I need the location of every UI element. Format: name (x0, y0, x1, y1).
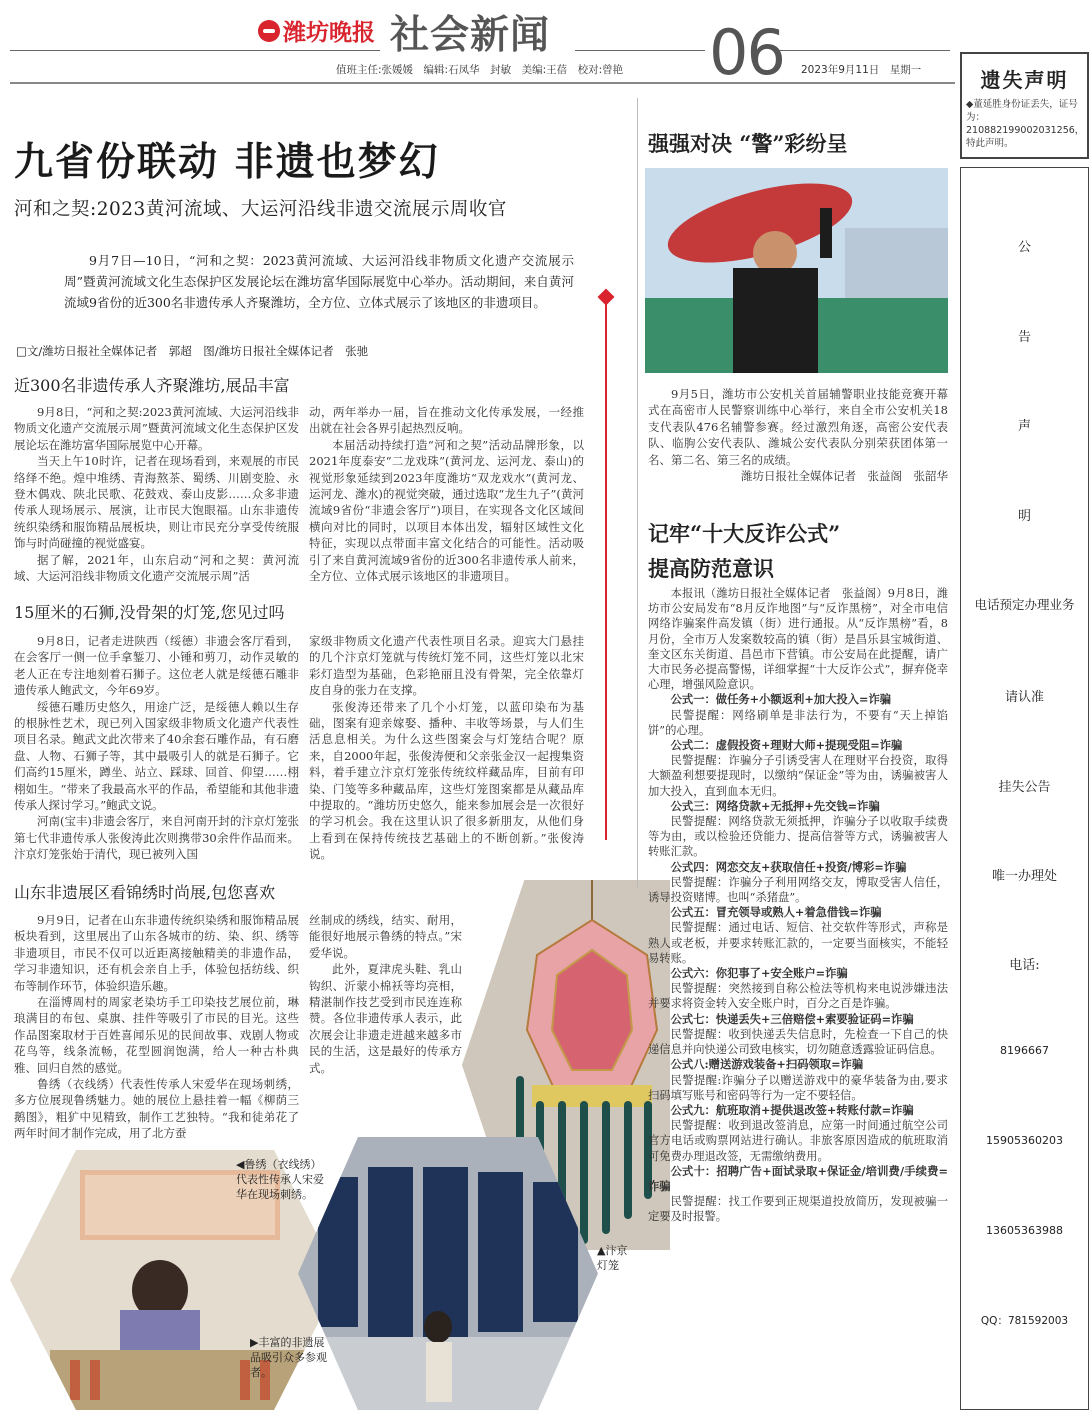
formula-line: 公式三：网络贷款+无抵押+先交钱=诈骗 (670, 798, 880, 813)
paragraph: 张俊涛还带来了几个小灯笼，以蓝印染布为基础，图案有迎亲嫁娶、播种、丰收等场景，与人们生活息息相关。为什么这些图案会与灯笼结合呢？原来，自2000年起，张俊涛便和父亲张金汉一起搜集资料，着手建立汴京灯笼张传统纹样藏品库，目前有印染、门笺等多种藏品库，这些灯笼图案都是从藏品库中提取的。“潍坊历史悠久，能来参加展会是一次很好的学习机会。我在这里认识了很多新朋友，从他们身上看到在保持传统技艺基础上的不断创新。”张俊涛说。 (309, 699, 584, 862)
ad-char: 声 (1017, 419, 1031, 434)
section3-col2 (309, 912, 462, 1130)
formula-line: 公式一：做任务+小额返利+加大投入=诈骗 (670, 692, 892, 707)
paragraph: 当天上午10时许，记者在现场看到，来观展的市民络绎不绝。煌中堆绣、青海熬茶、蜀绣、川剧变脸、永登木偶戏、陕北民歌、花鼓戏、泰山皮影……众多非遗传承人现场展示、展演，让市民大饱眼福。山东非遗传统织染绣和服饰精品展板块，则让市民充分享受传统服饰与时尚碰撞的视觉盛宴。 (14, 454, 299, 551)
formula-line: 公式二：虚假投资+理财大师+提现受阻=诈骗 (670, 738, 903, 753)
exhibit-illustration (298, 1137, 598, 1410)
section1-col2 (309, 404, 584, 584)
lead-text: 9月7日—10日，“河和之契：2023黄河流域、大运河沿线非物质文化遗产交流展示周”暨黄河流域文化生态保护区发展论坛在潍坊富华国际展览中心举办。活动期间，来自黄河流域9省份的近300名非遗传承人齐聚潍坊，全方位、立体式展示了该地区的非遗项目。 (64, 253, 574, 310)
formula-line: 公式四：网恋交友+获取信任+投资/博彩=诈骗 (670, 859, 907, 874)
section-name: 社会新闻 (390, 12, 551, 58)
paragraph: 绥德石雕历史悠久，用途广泛，是绥德人赖以生存的根脉性艺术，现已列入国家级非物质文化遗产代表性项目名录。鲍武文此次带来了40余套石雕作品，有石磨盘、人物、石狮子等，其中最吸引人的就是石狮子。它们高约15厘米，蹲坐、站立、踩球、回首、仰望……栩栩如生。“带来了我最高水平的作品，希望能和其他非遗传承人探讨学习。”鲍武文说。 (14, 699, 299, 813)
paragraph: 动，两年举办一届，旨在推动文化传承发展，一经推出就在社会各界引起热烈反响。 (309, 405, 584, 436)
paragraph: 丝制成的绣线，结实、耐用，能很好地展示鲁绣的特点。”宋爱华说。 (309, 913, 462, 960)
right2-title-line2: 提高防范意识 (648, 556, 774, 581)
lead-subhead: 河和之契:2023黄河流域、大运河沿线非遗交流展示周收官 (14, 199, 507, 220)
embroidery-caption: ◀鲁绣（衣线绣）代表性传承人宋爱华在现场刺绣。 (236, 1158, 324, 1201)
ad-char: 告 (1017, 330, 1031, 345)
formula-line: 公式五：冒充领导或熟人+着急借钱=诈骗 (670, 905, 882, 920)
column-divider (637, 98, 638, 888)
police-photo (645, 168, 948, 373)
paragraph: 9月8日，“河和之契:2023黄河流域、大运河沿线非物质文化遗产交流展示周”暨黄河流域文化生态保护区发展论坛在潍坊富华国际展览中心开幕。 (14, 405, 299, 452)
masthead-rule-left (10, 50, 380, 51)
right2-body (648, 586, 948, 1406)
lead-byline: □文/潍坊日报社全媒体记者 郭超 图/潍坊日报社全媒体记者 张驰 (16, 344, 369, 358)
paragraph: 家级非物质文化遗产代表性项目名录。迎宾大门悬挂的几个汴京灯笼就与传统灯笼不同，这些灯笼以北宋彩灯造型为基础，色彩艳丽且没有骨架，完全依靠灯皮自身的张力在支撑。 (309, 634, 584, 698)
paragraph: 9月8日，记者走进陕西（绥德）非遗会客厅看到，在会客厅一侧一位手拿錾刀、小锤和剪刀，动作灵敏的老人正在专注地刻着石狮子。这位老人就是绥德石雕非遗传承人鲍武文，今年69岁。 (14, 634, 299, 698)
paragraph: 9月9日，记者在山东非遗传统织染绣和服饰精品展板块看到，这里展出了山东各城市的纺、染、织、绣等非遗项目，市民不仅可以近距离接触精美的非遗作品，学习非遗知识，还有机会亲自上手，体验包括纺线、织布等制作环节，体验织造乐趣。 (14, 913, 299, 993)
paragraph: 民警提醒：通过电话、短信、社交软件等形式，声称是熟人或老板，并要求转账汇款的，一定要当面核实，不能轻易转账。 (648, 921, 948, 965)
formula-line: 公式九：航班取消+提供退改签+转账付款=诈骗 (670, 1102, 914, 1117)
section2-col2 (309, 633, 584, 862)
right1-byline: 潍坊日报社全媒体记者 张益阁 张韶华 (741, 469, 948, 484)
ad-phone-2: 15905360203 (986, 1134, 1063, 1147)
paragraph: 9月5日，潍坊市公安机关首届辅警职业技能竞赛开幕式在高密市人民警察训练中心举行，来自全市公安机关18支代表队476名辅警参赛。经过激烈角逐，高密公安代表队、临朐公安代表队、潍城公安代表队分别荣获团体第一名、第二名、第三名的成绩。 (648, 387, 948, 467)
paragraph: 据了解，2021年，山东启动“河和之契：黄河流域、大运河沿线非物质文化遗产交流展示周”活 (14, 552, 299, 584)
date-line: 2023年9月11日 星期一 (801, 64, 922, 76)
paragraph: 民警提醒：网络贷款无须抵押，诈骗分子以收取手续费等为由，或以检验还贷能力、提高信誉等方式，诱骗被害人转账汇款。 (648, 815, 948, 859)
masthead (0, 0, 955, 90)
paper-name: 潍坊晚报 (283, 20, 375, 46)
red-divider (605, 300, 607, 840)
ad-phone-label: 电话: (1009, 958, 1040, 973)
section3-col1 (14, 912, 299, 1141)
lost-notice-title: 遗失声明 (980, 68, 1069, 92)
formula-line: 公式八:赠送游戏装备+扫码领取=诈骗 (670, 1057, 864, 1072)
police-illustration (645, 168, 948, 373)
ad-phone-1: 8196667 (1000, 1044, 1049, 1057)
ad-phone-3: 13605363988 (986, 1224, 1063, 1237)
paragraph: 鲁绣（衣线绣）代表性传承人宋爱华在现场刺绣，多方位展现鲁绣魅力。她的展位上悬挂着一幅《柳荫三鹅图》，粗犷中见精致，制作工艺独特。“我和徒弟花了两年时间才制作完成，用了北方蚕 (14, 1077, 299, 1141)
section1-col1 (14, 404, 299, 584)
exhibit-photo (298, 1137, 598, 1410)
paragraph: 民警提醒：网络刷单是非法行为，不要有“天上掉馅饼”的心理。 (648, 708, 948, 737)
ad-notice-box (960, 167, 1089, 1410)
ad-line-recognize: 请认准 (1004, 690, 1044, 705)
lost-notice-box (960, 52, 1089, 159)
paragraph: 民警提醒：诈骗分子利用网络交友，博取受害人信任，诱导投资赌博。也叫“杀猪盘”。 (648, 875, 948, 905)
formula-line: 公式十：招聘广告+面试录取+保证金/培训费/手续费=诈骗 (648, 1163, 948, 1193)
ad-qq: QQ：781592003 (980, 1315, 1069, 1327)
right2-title-line1: 记牢“十大反诈公式” (648, 521, 841, 546)
paragraph: 在淄博周村的周家老染坊手工印染技艺展位前，琳琅满目的布包、桌旗、挂件等吸引了市民的目光。这些作品图案取材于百姓喜闻乐见的民间故事、戏剧人物或花鸟等，线条流畅，花型圆润饱满，给人一种古朴典雅、回归自然的感觉。 (14, 995, 299, 1075)
ad-line-sole: 唯一办理处 (991, 869, 1057, 884)
section1-title: 近300名非遗传承人齐聚潍坊,展品丰富 (14, 376, 290, 395)
section3-title: 山东非遗展区看锦绣时尚展,包您喜欢 (14, 883, 276, 902)
paragraph: 民警提醒：收到退改签消息，应第一时间通过航空公司官方电话或购票网站进行确认。非旅客原因造成的航班取消可免费办理退改签，无需缴纳费用。 (648, 1119, 948, 1163)
paragraph: 此外，夏津虎头鞋、乳山钩织、沂蒙小棉袄等均亮相，精湛制作技艺受到市民连连称赞。各位非遗传承人表示，此次展会让非遗走进越来越多市民的生活，这是最好的传承方式。 (309, 962, 462, 1075)
right1-body (648, 386, 948, 484)
red-diamond-icon (598, 289, 615, 306)
lead-paragraph (64, 250, 574, 313)
editors-line: 值班主任:张媛媛 编辑:石凤华 封敏 美编:王蓓 校对:曾艳 (336, 64, 624, 76)
paragraph: 民警提醒：诈骗分子引诱受害人在理财平台投资，取得大额盈利想要提现时，以缴纳“保证金”等为由，诱骗被害人加大投入，直到血本无归。 (648, 754, 948, 798)
paragraph: 本报讯（潍坊日报社全媒体记者 张益阁）9月8日，潍坊市公安局发布“8月反诈地图”与“反诈黑榜”，对全市电信网络诈骗案件高发镇（街）进行通报。从“反诈黑榜”看，8月份，全市万人发案数较高的镇（街）是昌乐县宝城街道、奎文区东关街道、昌邑市下营镇。市公安局在此提醒，请广大市民务必提高警惕，详细掌握“十大反诈公式”，摒弃侥幸心理，增强风险意识。 (648, 587, 948, 692)
exhibit-caption: ▶丰富的非遗展品吸引众多参观者。 (250, 1336, 327, 1379)
paragraph: 民警提醒：找工作要到正规渠道投放简历，发现被骗一定要及时报警。 (648, 1195, 948, 1224)
paragraph: 民警提醒:诈骗分子以赠送游戏中的豪华装备为由,要求扫码填写账号和密码等行为一定不要轻信。 (648, 1073, 948, 1102)
ad-char: 明 (1017, 509, 1031, 524)
section2-title: 15厘米的石狮,没骨架的灯笼,您见过吗 (14, 603, 285, 622)
ad-line-lost: 挂失公告 (998, 780, 1051, 795)
ad-line-booking: 电话预定办理业务 (974, 597, 1075, 612)
masthead-underline (10, 82, 955, 84)
right1-title: 强强对决 “警”彩纷呈 (648, 131, 848, 156)
formula-line: 公式六：你犯事了+安全账户=诈骗 (670, 966, 848, 981)
lantern-caption: ▲汴京灯笼 (597, 1244, 628, 1272)
paragraph: 河南(宝丰)非遗会客厅，来自河南开封的汴京灯笼张第七代非遗传承人张俊涛此次则携带30余件作品而来。汴京灯笼张始于清代，现已被列入国 (14, 814, 299, 862)
paragraph: 本届活动持续打造“河和之契”活动品牌形象，以2021年度泰安“二龙戏珠”(黄河龙、运河龙、泰山)的视觉形象延续到2023年度潍坊“双龙戏水”(黄河龙、运河龙、潍水)的视觉突破，通过选取“龙生九子”(黄河流域9省份“非遗会客厅”)项目，在实现各文化区域间横向对比的同时，以项目本体出发，辐射区域性文化特征，实现以点带面丰富文化结合的可能性。活动吸引了来自黄河流域9省份的近300名非遗传承人前来，全方位、立体式展示该地区的非遗项目。 (309, 437, 584, 584)
lost-notice-text: ◆董延胜身份证丢失，证号为：210882199002031256，特此声明。 (966, 99, 1085, 149)
formula-line: 公式七：快递丢失+三倍赔偿+索要验证码=诈骗 (670, 1011, 914, 1026)
newspaper-logo-icon (258, 20, 280, 42)
page-number: 06 (709, 16, 784, 89)
masthead-rule-right (775, 50, 950, 51)
lead-headline: 九省份联动 非遗也梦幻 (14, 139, 440, 185)
paragraph: 民警提醒：收到快递丢失信息时，先检查一下自己的快递信息并向快递公司致电核实，切勿随意透露验证码信息。 (648, 1027, 948, 1057)
paragraph: 民警提醒：突然接到自称公检法等机构来电说涉嫌违法并要求将资金转入安全账户时，百分之百是诈骗。 (648, 982, 948, 1011)
section2-col1 (14, 633, 299, 862)
ad-char: 公 (1017, 240, 1031, 255)
masthead-rule-mid (575, 50, 705, 51)
